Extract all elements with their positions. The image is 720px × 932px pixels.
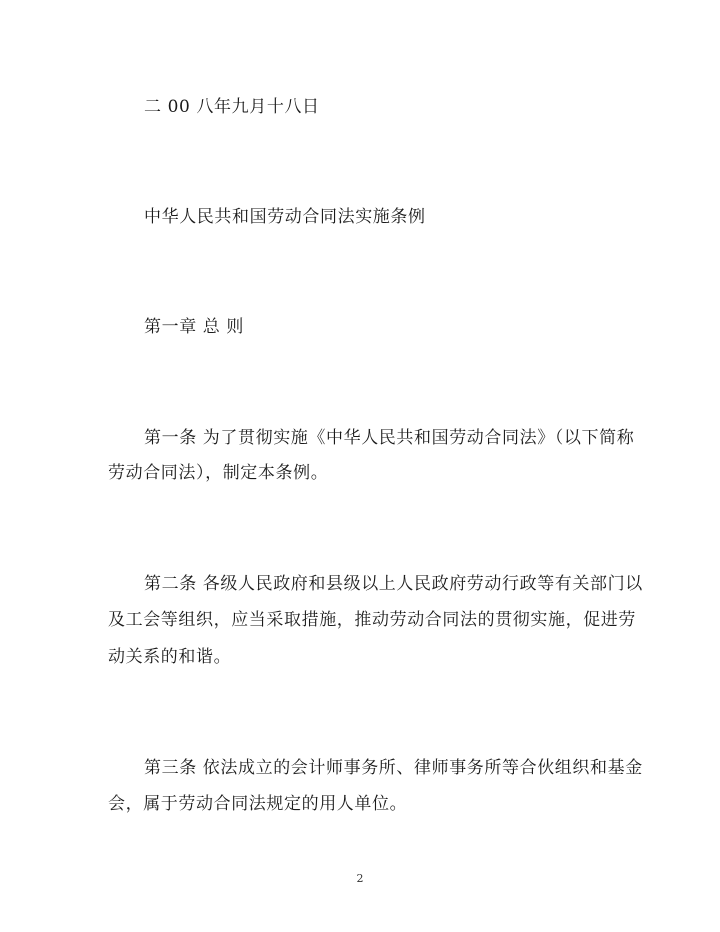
- article-2-line-1: 第二条 各级人民政府和县级以上人民政府劳动行政等有关部门以: [144, 574, 643, 594]
- article-2-line-2: 及工会等组织，应当采取措施，推动劳动合同法的贯彻实施，促进劳: [108, 610, 636, 630]
- document-date: 二 00 八年九月十八日: [144, 97, 320, 117]
- article-3-line-2: 会，属于劳动合同法规定的用人单位。: [108, 794, 408, 814]
- article-1-line-1: 第一条 为了贯彻实施《中华人民共和国劳动合同法》（以下简称: [144, 428, 635, 448]
- page-number: 2: [356, 872, 364, 885]
- article-2-line-3: 动关系的和谐。: [108, 647, 232, 667]
- document-title: 中华人民共和国劳动合同法实施条例: [144, 207, 426, 227]
- article-3-line-1: 第三条 依法成立的会计师事务所、律师事务所等合伙组织和基金: [144, 758, 643, 778]
- article-1-line-2: 劳动合同法），制定本条例。: [108, 463, 329, 483]
- chapter-heading: 第一章 总 则: [144, 317, 245, 337]
